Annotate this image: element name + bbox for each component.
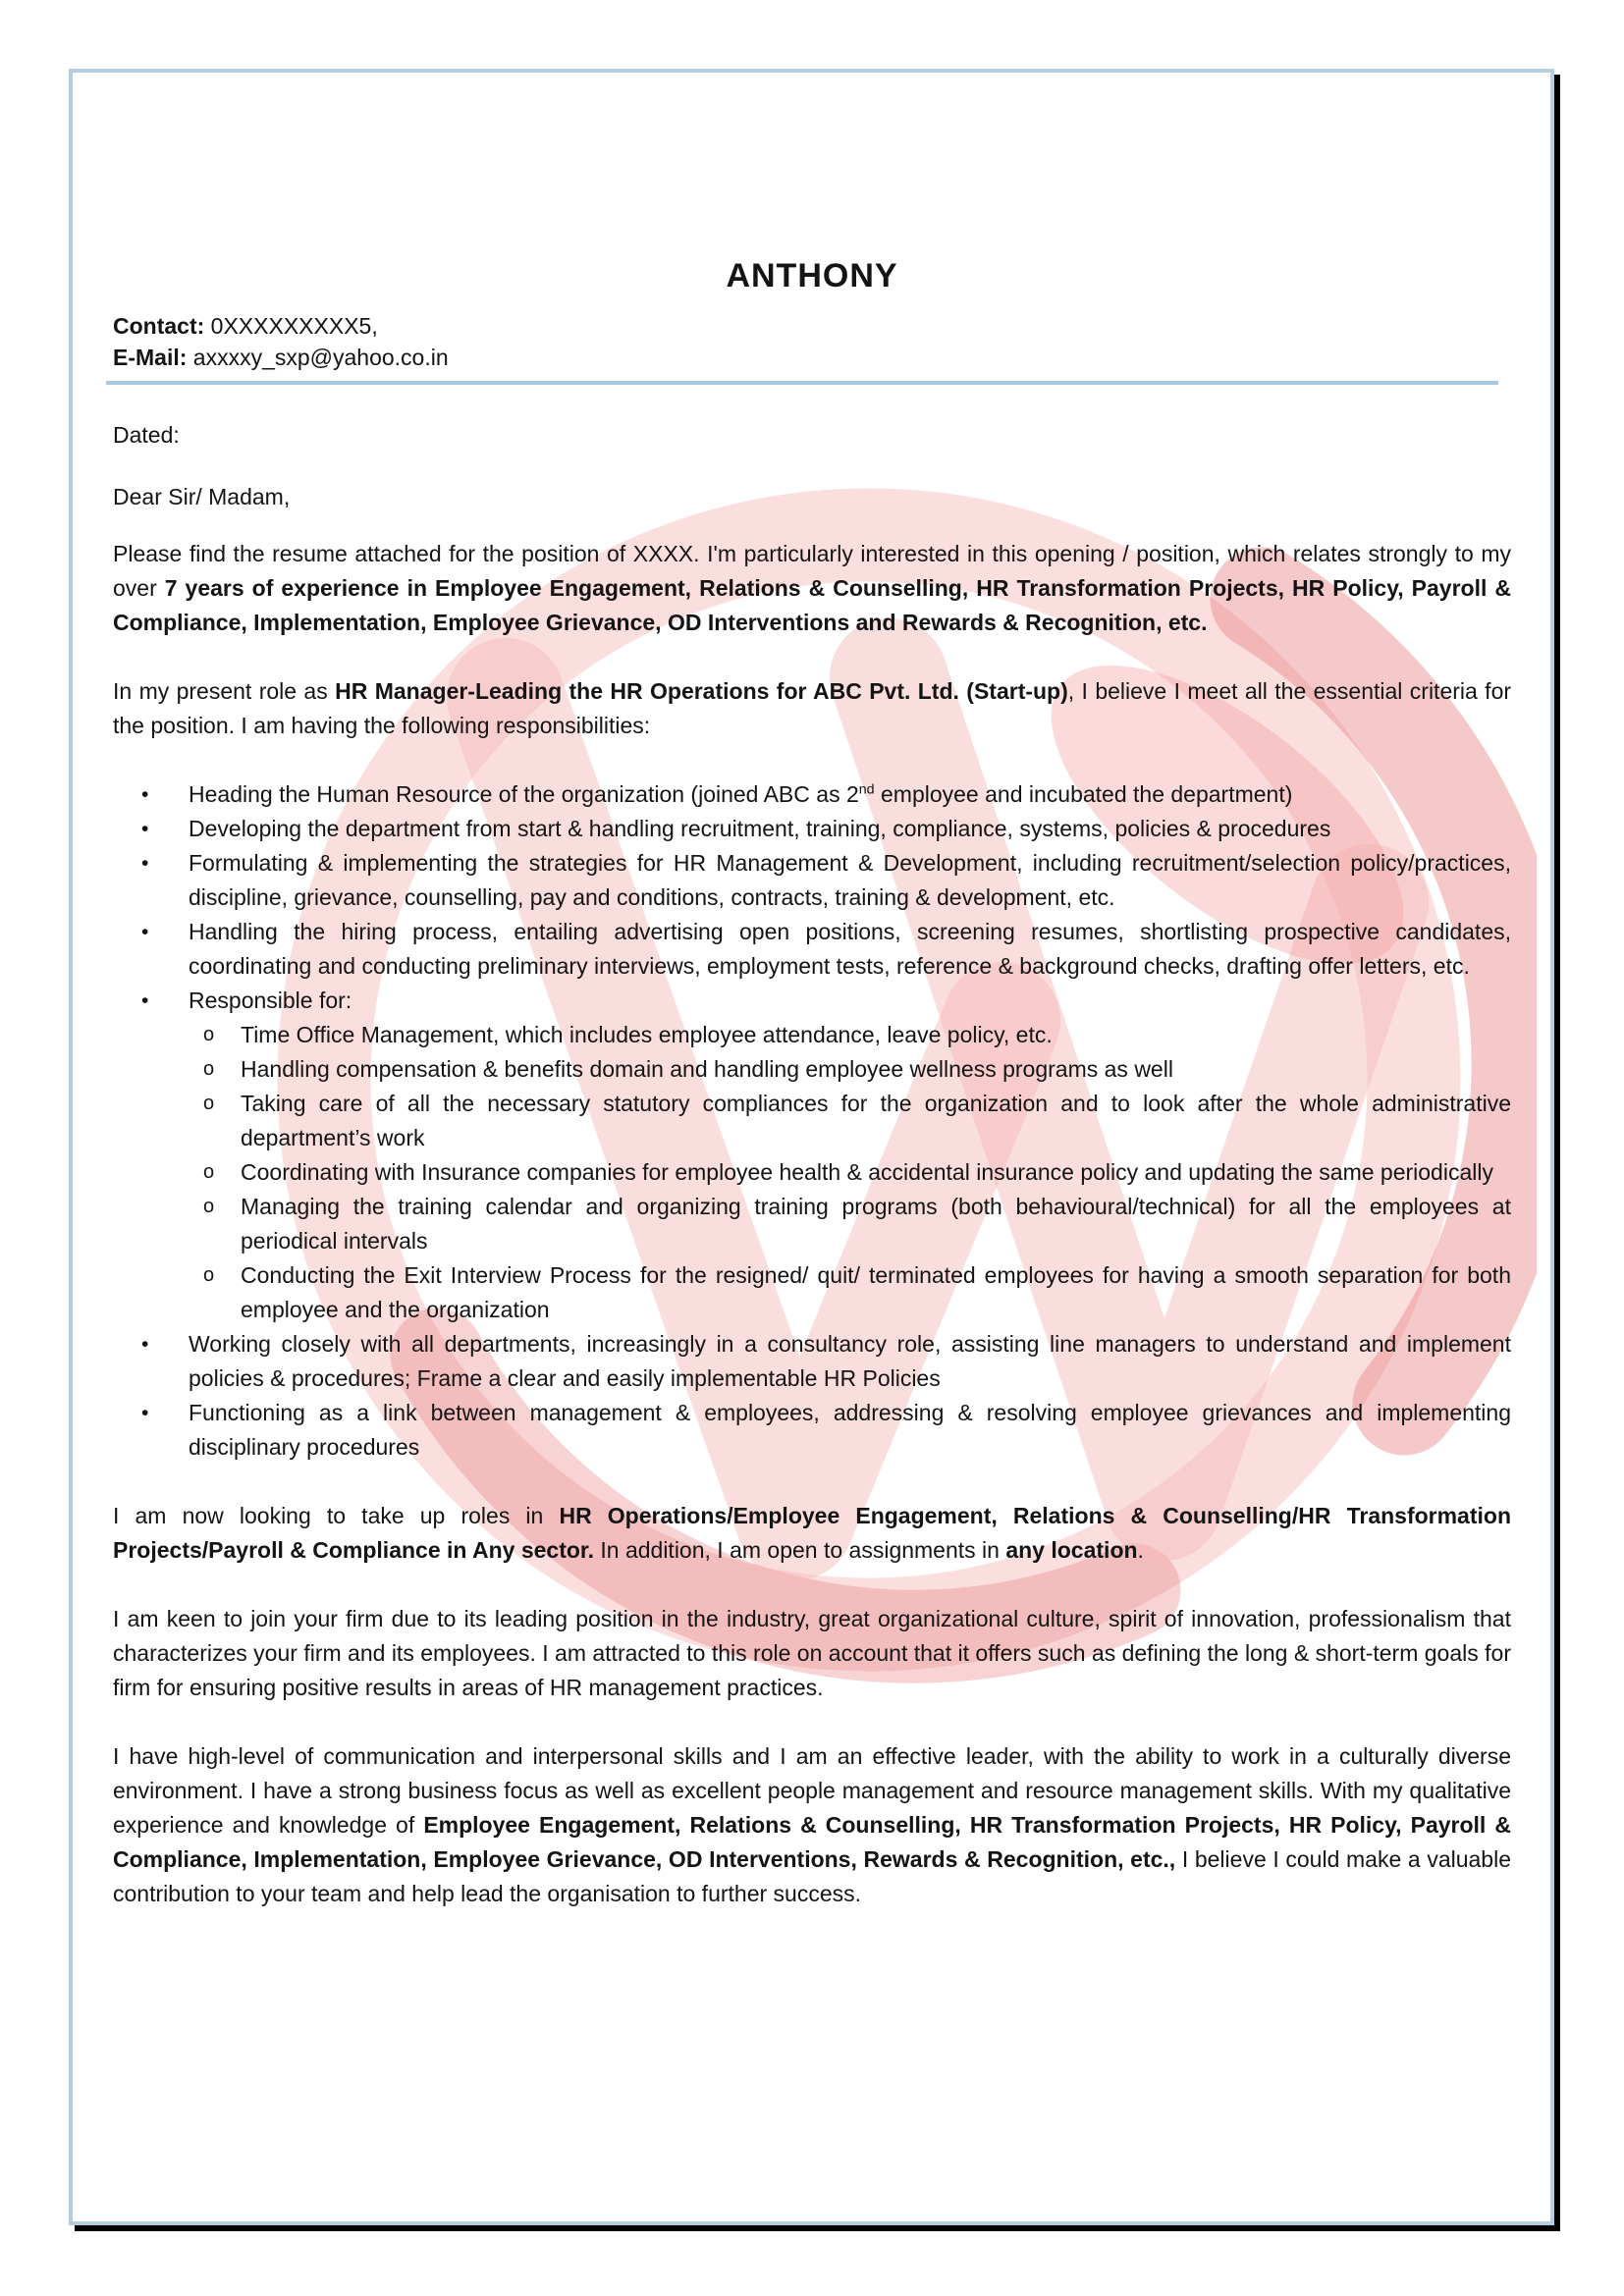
sub-bullet-item-text: Time Office Management, which includes employee attendance, leave policy, etc. bbox=[241, 1022, 1053, 1047]
sub-bullet-item bbox=[113, 1018, 1511, 1052]
sub-bullet-item-text: Handling compensation & benefits domain and handling employee wellness programs as well bbox=[241, 1056, 1173, 1082]
bullet-marker: • bbox=[141, 818, 149, 840]
email-value: axxxxy_sxp@yahoo.co.in bbox=[192, 345, 449, 370]
sub-bullet-item bbox=[113, 1258, 1511, 1327]
paragraph: Please find the resume attached for the position of XXXX. I'm particularly interested in this opening / position, which relates strongly to my over 7 years of experience in Employee Engagement, Relations & Counselling, HR Transformation Projects, HR Policy, Payroll & Compliance, Implementation, Employee Grievance, OD Interventions and Rewards & Recognition, etc. bbox=[113, 541, 1511, 635]
bullet-item-text: Formulating & implementing the strategies for HR Management & Development, including recruitment/selection policy/practices, discipline, grievance, counselling, pay and conditions, contracts, training & development, etc. bbox=[189, 850, 1511, 910]
sub-bullet-item bbox=[113, 1155, 1511, 1190]
letter-content bbox=[113, 257, 1511, 1946]
bullet-item bbox=[113, 1327, 1511, 1396]
bullet-item-text: Handling the hiring process, entailing advertising open positions, screening resumes, shortlisting prospective candidates, coordinating and conducting preliminary interviews, employment tests, reference & background checks, drafting offer letters, etc. bbox=[189, 919, 1511, 979]
bullet-marker: • bbox=[141, 783, 149, 806]
letter-title: ANTHONY bbox=[726, 257, 898, 294]
bullet-marker: • bbox=[141, 1402, 149, 1424]
sub-bullet-item bbox=[113, 1190, 1511, 1258]
sub-bullet-marker: o bbox=[203, 1264, 215, 1286]
salutation: Dear Sir/ Madam, bbox=[113, 484, 291, 509]
bullet-item bbox=[113, 1396, 1511, 1465]
paragraph: I have high-level of communication and interpersonal skills and I am an effective leader, with the ability to work in a culturally diverse environment. I have a strong business focus as well as excellent people management and resource management skills. With my qualitative experience and knowledge of Employee Engagement, Relations & Counselling, HR Transformation Projects, HR Policy, Payroll & Compliance, Implementation, Employee Grievance, OD Interventions, Rewards & Recognition, etc., I believe I could make a valuable contribution to your team and help lead the organisation to further success. bbox=[113, 1743, 1511, 1906]
bullet-marker: • bbox=[141, 921, 149, 943]
paragraph: I am now looking to take up roles in HR Operations/Employee Engagement, Relations & Counselling/HR Transformation Projects/Payroll & Compliance in Any sector. In addition, I am open to assignments in any location. bbox=[113, 1503, 1511, 1563]
bullet-item-text: Responsible for: bbox=[189, 988, 352, 1013]
email-line bbox=[113, 342, 1511, 373]
bullet-list bbox=[113, 777, 1511, 1465]
header-divider bbox=[106, 381, 1498, 385]
email-label: E-Mail: bbox=[113, 345, 188, 370]
dated-line: Dated: bbox=[113, 422, 180, 448]
sub-bullet-item bbox=[113, 1087, 1511, 1155]
sub-bullet-marker: o bbox=[203, 1161, 215, 1183]
sub-bullet-marker: o bbox=[203, 1093, 215, 1114]
sub-bullet-item-text: Conducting the Exit Interview Process for the resigned/ quit/ terminated employees for having a smooth separation for both employee and the organization bbox=[241, 1262, 1511, 1322]
paragraph: I am keen to join your firm due to its leading position in the industry, great organizational culture, spirit of innovation, professionalism that characterizes your firm and its employees. I am attracted to this role on account that it offers such as defining the long & short-term goals for firm for ensuring positive results in areas of HR management practices. bbox=[113, 1606, 1511, 1700]
bullet-item bbox=[113, 846, 1511, 915]
bullet-item bbox=[113, 984, 1511, 1018]
bullet-item-text: Heading the Human Resource of the organization (joined ABC as 2nd employee and incubated the department) bbox=[189, 781, 1293, 807]
bullet-item-text: Developing the department from start & handling recruitment, training, compliance, systems, policies & procedures bbox=[189, 816, 1331, 841]
bullet-marker: • bbox=[141, 989, 149, 1012]
sub-bullet-item-text: Coordinating with Insurance companies for employee health & accidental insurance policy and updating the same periodically bbox=[241, 1159, 1493, 1185]
sub-bullet-marker: o bbox=[203, 1196, 215, 1217]
bullet-item bbox=[113, 915, 1511, 984]
sub-bullet-marker: o bbox=[203, 1058, 215, 1080]
bullet-item-text: Working closely with all departments, increasingly in a consultancy role, assisting line managers to understand and implement policies & procedures; Frame a clear and easily implementable HR Policies bbox=[189, 1331, 1511, 1391]
sub-bullet-item-text: Taking care of all the necessary statutory compliances for the organization and to look after the whole administrative department’s work bbox=[241, 1091, 1511, 1150]
bullet-item bbox=[113, 777, 1511, 812]
sub-bullet-marker: o bbox=[203, 1024, 215, 1045]
sub-bullet-item-text: Managing the training calendar and organizing training programs (both behavioural/technical) for all the employees at periodical intervals bbox=[241, 1194, 1511, 1254]
bullet-item-text: Functioning as a link between management & employees, addressing & resolving employee grievances and implementing disciplinary procedures bbox=[189, 1400, 1511, 1460]
bullet-item bbox=[113, 812, 1511, 846]
contact-label: Contact: bbox=[113, 313, 205, 339]
bullet-marker: • bbox=[141, 1333, 149, 1356]
contact-line bbox=[113, 310, 1511, 342]
sub-bullet-item bbox=[113, 1052, 1511, 1087]
letter-body bbox=[113, 537, 1511, 1911]
bullet-marker: • bbox=[141, 852, 149, 875]
contact-value: 0XXXXXXXXX5, bbox=[210, 313, 378, 339]
paragraph: In my present role as HR Manager-Leading the HR Operations for ABC Pvt. Ltd. (Start-up), I believe I meet all the essential criteria for the position. I am having the following responsibilities: bbox=[113, 678, 1512, 738]
